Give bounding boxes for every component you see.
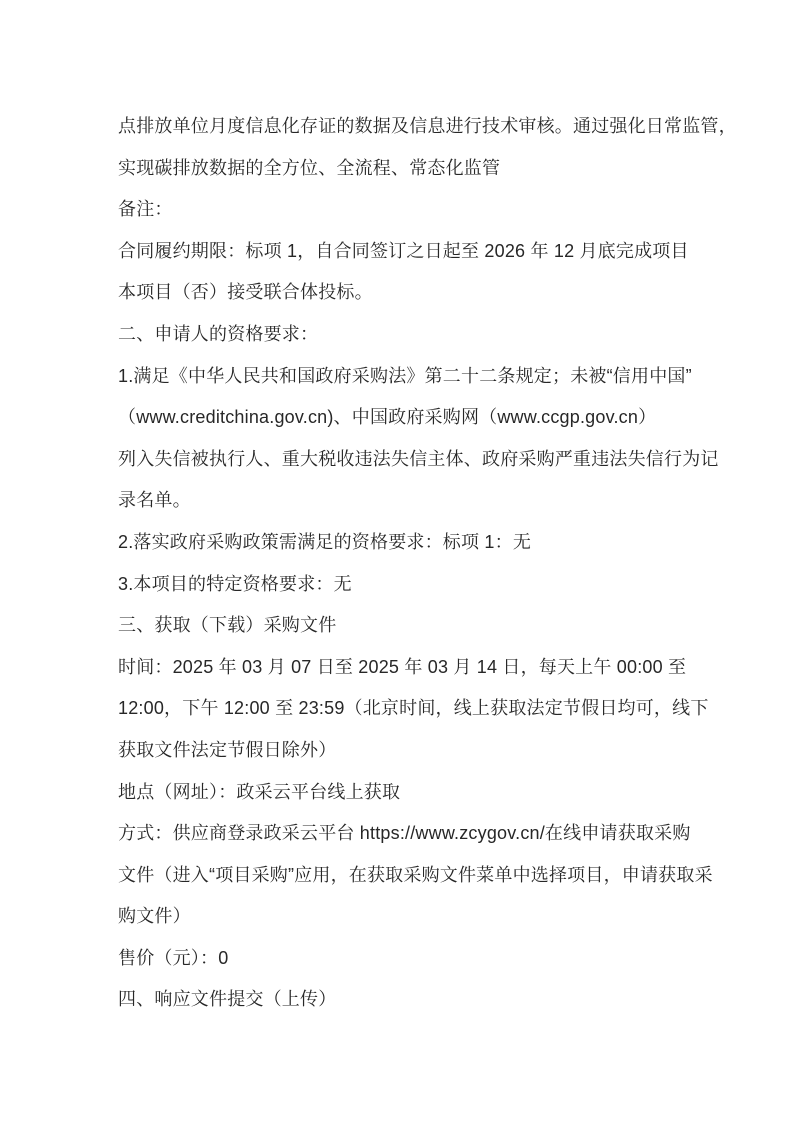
text-line: 列入失信被执行人、重大税收违法失信主体、政府采购严重违法失信行为记 (118, 448, 719, 469)
text-line: 2.落实政府采购政策需满足的资格要求：标项 1：无 (118, 531, 532, 552)
text-line: 四、响应文件提交（上传） (118, 989, 337, 1010)
text-line: 合同履约期限：标项 1，自合同签订之日起至 2026 年 12 月底完成项目 (118, 240, 689, 261)
text-line: 本项目（否）接受联合体投标。 (118, 282, 373, 303)
text-line: 三、获取（下载）采购文件 (118, 615, 337, 636)
text-line: 3.本项目的特定资格要求：无 (118, 573, 352, 594)
text-line: 售价（元）：0 (118, 947, 229, 968)
document-body (118, 106, 737, 1021)
text-line: 备注： (118, 199, 173, 220)
text-line: 获取文件法定节假日除外） (118, 739, 337, 760)
text-line: 实现碳排放数据的全方位、全流程、常态化监管 (118, 157, 501, 178)
text-line: 1.满足《中华人民共和国政府采购法》第二十二条规定；未被“信用中国” (118, 365, 692, 386)
text-line: 时间：2025 年 03 月 07 日至 2025 年 03 月 14 日，每天上午 00:00 至 (118, 656, 687, 677)
text-line: （www.creditchina.gov.cn)、中国政府采购网（www.ccgp.gov.cn） (118, 407, 657, 428)
text-line: 点排放单位月度信息化存证的数据及信息进行技术审核。通过强化日常监管， (118, 116, 737, 136)
text-line: 方式：供应商登录政采云平台 https://www.zcygov.cn/在线申请获取采购 (118, 823, 691, 844)
text-line: 12:00，下午 12:00 至 23:59（北京时间，线上获取法定节假日均可，线下 (118, 698, 709, 719)
text-line: 购文件） (118, 906, 191, 927)
text-line: 地点（网址）：政采云平台线上获取 (118, 781, 401, 802)
text-line: 二、申请人的资格要求： (118, 323, 319, 344)
text-line: 录名单。 (118, 490, 191, 511)
text-line: 文件（进入“项目采购”应用，在获取采购文件菜单中选择项目，申请获取采 (118, 864, 713, 885)
